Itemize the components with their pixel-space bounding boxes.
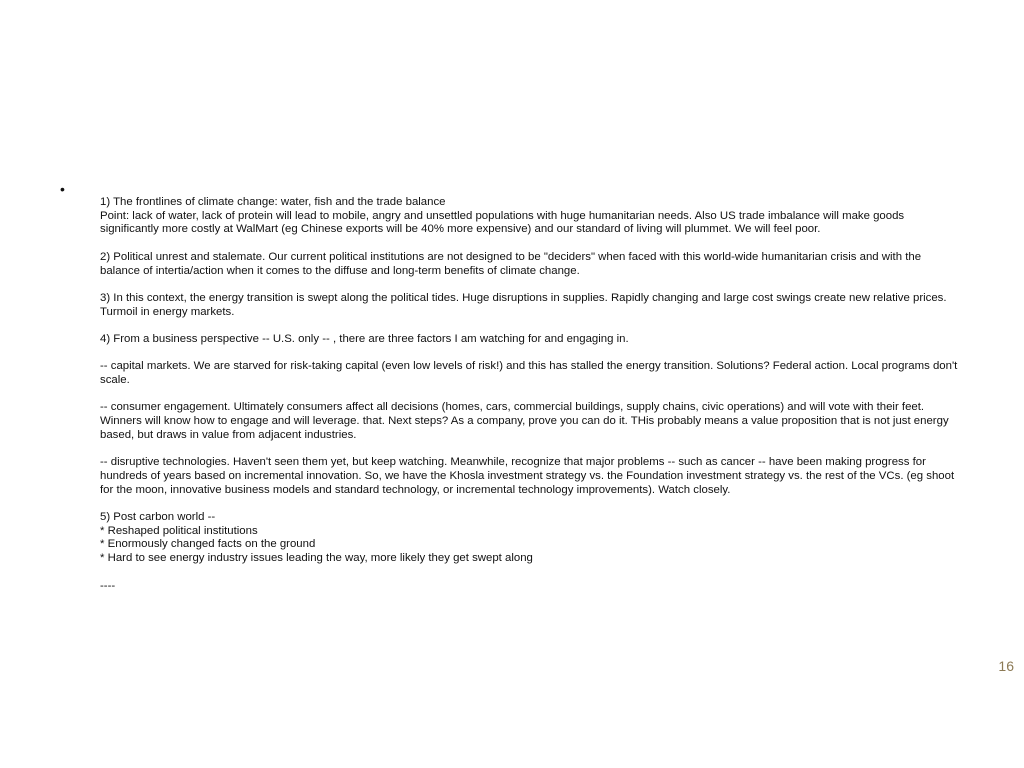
- notes-paragraph-energy-transition: 3) In this context, the energy transition is swept along the political tides. Huge disruptions in supplies. Rapidly changing and large cost swings create new relative prices. Turmoil in energy markets.: [100, 291, 947, 318]
- notes-paragraph-post-carbon-world: 5) Post carbon world -- * Reshaped political institutions * Enormously changed facts on the ground * Hard to see energy industry issues leading the way, more likely they get swept along: [100, 511, 533, 565]
- notes-paragraph-separator: ----: [100, 579, 116, 592]
- notes-paragraph-disruptive-technologies: -- disruptive technologies. Haven't seen them yet, but keep watching. Meanwhile, recognize that major problems -- such as cancer -- have been making progress for hundreds of years based on incremental innovation. So, we have the Khosla investment strategy vs. the Foundation investment strategy vs. the rest of the VCs. (eg shoot for the moon, innovative business models and standard technology, or incremental technology improvements). Watch closely.: [100, 456, 955, 496]
- notes-paragraph-consumer-engagement: -- consumer engagement. Ultimately consumers affect all decisions (homes, cars, commercial buildings, supply chains, civic operations) and will vote with their feet. Winners will know how to engage and will leverage. that. Next steps? As a company, prove you can do it. THis probably means a value proposition that is not just energy based, but draws in value from adjacent industries.: [100, 401, 949, 441]
- page-number: 16: [998, 658, 1014, 674]
- slide-notes: [100, 196, 962, 607]
- notes-paragraph-business-perspective: 4) From a business perspective -- U.S. only -- , there are three factors I am watching for and engaging in.: [100, 332, 629, 345]
- notes-paragraph-political-unrest: 2) Political unrest and stalemate. Our current political institutions are not designed to be "deciders" when faced with this world-wide humanitarian crisis and with the balance of intertia/action when it comes to the diffuse and long-term benefits of climate change.: [100, 250, 922, 277]
- notes-paragraph-frontlines: 1) The frontlines of climate change: water, fish and the trade balance Point: lack of water, lack of protein will lead to mobile, angry and unsettled populations with huge humanitarian needs. Also US trade imbalance will make goods significantly more costly at WalMart (eg Chinese exports will be 40% more expensive) and our standard of living will plummet. We will feel poor.: [100, 196, 905, 236]
- notes-paragraph-capital-markets: -- capital markets. We are starved for risk-taking capital (even low levels of risk!) and this has stalled the energy transition. Solutions? Federal action. Local programs don't scale.: [100, 360, 958, 387]
- bullet-marker: •: [60, 181, 65, 197]
